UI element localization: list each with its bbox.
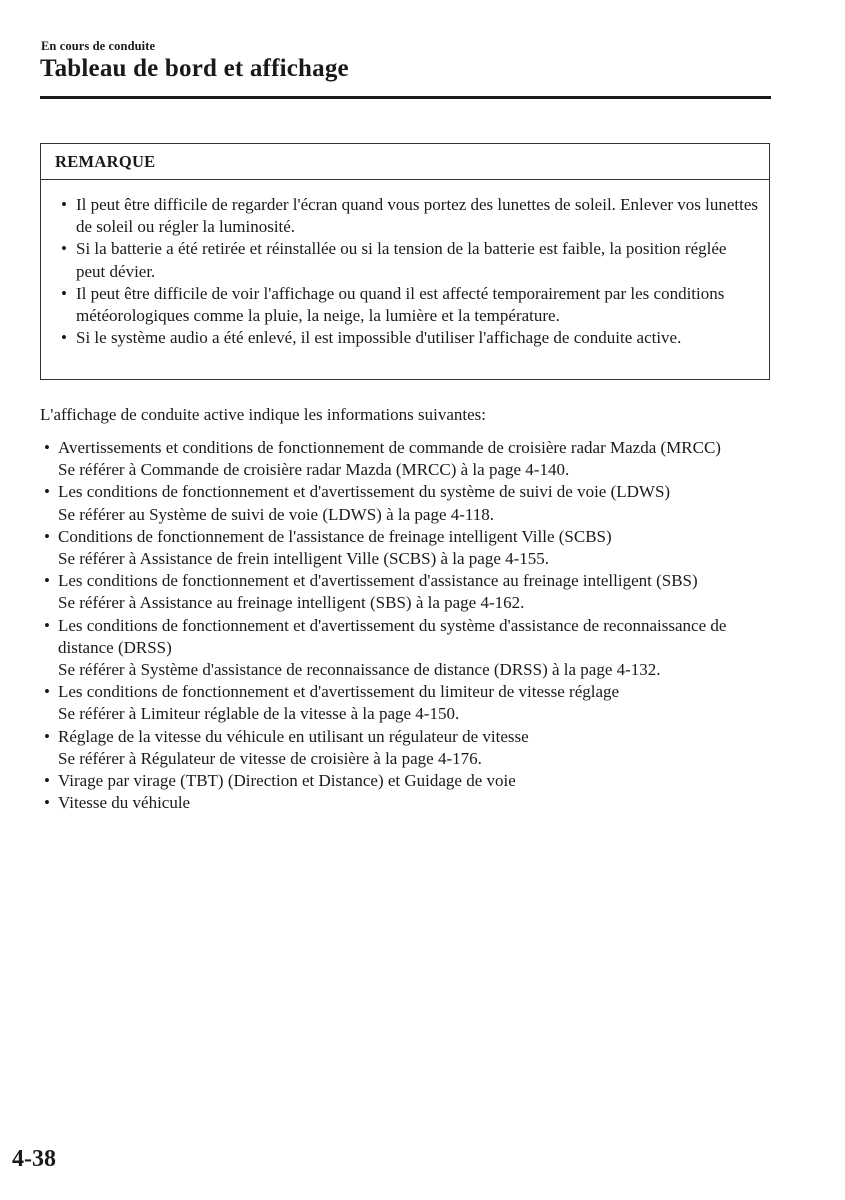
note-item [61, 283, 759, 327]
page-number: 4-38 [12, 1146, 56, 1172]
bullet-icon: • [44, 771, 50, 791]
bullet-icon: • [44, 438, 50, 457]
section-label: En cours de conduite [41, 39, 156, 53]
item-text: Virage par virage (TBT) (Direction et Distance) et Guidage de voie [58, 771, 516, 791]
bullet-icon: • [44, 526, 50, 546]
bullet-icon: • [44, 571, 50, 591]
bullet-icon: • [61, 283, 67, 303]
item-text: Les conditions de fonctionnement et d'avertissement d'assistance au freinage intelligent (SBS) [58, 571, 698, 591]
note-item-text: Il peut être difficile de regarder l'écran quand vous portez des lunettes de soleil. Enlever vos lunettes de soleil ou régler la luminosité. [76, 195, 759, 237]
item-text: Les conditions de fonctionnement et d'avertissement du système de suivi de voie (LDWS) [58, 482, 671, 502]
note-item-text: Si le système audio a été enlevé, il est impossible d'utiliser l'affichage de conduite active. [76, 328, 682, 348]
bullet-icon: • [44, 793, 50, 813]
note-item-text: Il peut être difficile de voir l'affichage ou quand il est affecté temporairement par les conditions météorologiques comme la pluie, la neige, la lumière et la température. [76, 283, 725, 326]
item-text: Vitesse du véhicule [58, 793, 191, 813]
list-item [44, 437, 773, 481]
item-text: Les conditions de fonctionnement et d'avertissement du système d'assistance de reconnaissance de distance (DRSS) [58, 615, 727, 657]
bullet-icon: • [61, 195, 67, 214]
page-reference: Se référer à Commande de croisière radar Mazda (MRCC) à la page 4-140. [58, 460, 570, 480]
list-item [44, 615, 773, 682]
bullet-icon: • [44, 682, 50, 702]
bullet-icon: • [44, 482, 50, 502]
list-item [44, 526, 773, 570]
note-box [40, 143, 770, 380]
list-item [44, 681, 773, 725]
item-text: Réglage de la vitesse du véhicule en utilisant un régulateur de vitesse [58, 726, 529, 746]
bullet-icon: • [61, 239, 67, 259]
list-item [44, 726, 773, 770]
list-item [44, 481, 773, 525]
bullet-icon: • [44, 615, 50, 635]
note-item [61, 238, 759, 282]
intro-paragraph: L'affichage de conduite active indique les informations suivantes: [40, 405, 487, 424]
page-reference: Se référer au Système de suivi de voie (LDWS) à la page 4-118. [58, 504, 495, 524]
page-reference: Se référer à Assistance de frein intelligent Ville (SCBS) à la page 4-155. [58, 549, 550, 569]
page-reference: Se référer à Système d'assistance de reconnaissance de distance (DRSS) à la page 4-132. [58, 660, 661, 680]
bullet-icon: • [61, 328, 67, 348]
note-item-text: Si la batterie a été retirée et réinstallée ou si la tension de la batterie est faible, la position réglée peut dévier. [76, 239, 727, 281]
page-reference: Se référer à Régulateur de vitesse de croisière à la page 4-176. [58, 748, 482, 768]
info-list [44, 437, 773, 814]
page-reference: Se référer à Assistance au freinage intelligent (SBS) à la page 4-162. [58, 593, 525, 613]
list-item [44, 770, 773, 792]
page-title: Tableau de bord et affichage [40, 55, 349, 82]
note-list [41, 180, 769, 349]
list-item [44, 792, 773, 814]
item-text: Avertissements et conditions de fonctionnement de commande de croisière radar Mazda (MRCC) [58, 438, 721, 457]
item-text: Conditions de fonctionnement de l'assistance de freinage intelligent Ville (SCBS) [58, 526, 612, 546]
bullet-icon: • [44, 726, 50, 746]
list-item [44, 570, 773, 614]
note-item [61, 194, 759, 238]
page-reference: Se référer à Limiteur réglable de la vitesse à la page 4-150. [58, 704, 460, 724]
item-text: Les conditions de fonctionnement et d'avertissement du limiteur de vitesse réglage [58, 682, 620, 702]
title-divider [40, 96, 771, 99]
note-heading: REMARQUE [41, 144, 769, 180]
note-item [61, 327, 759, 349]
